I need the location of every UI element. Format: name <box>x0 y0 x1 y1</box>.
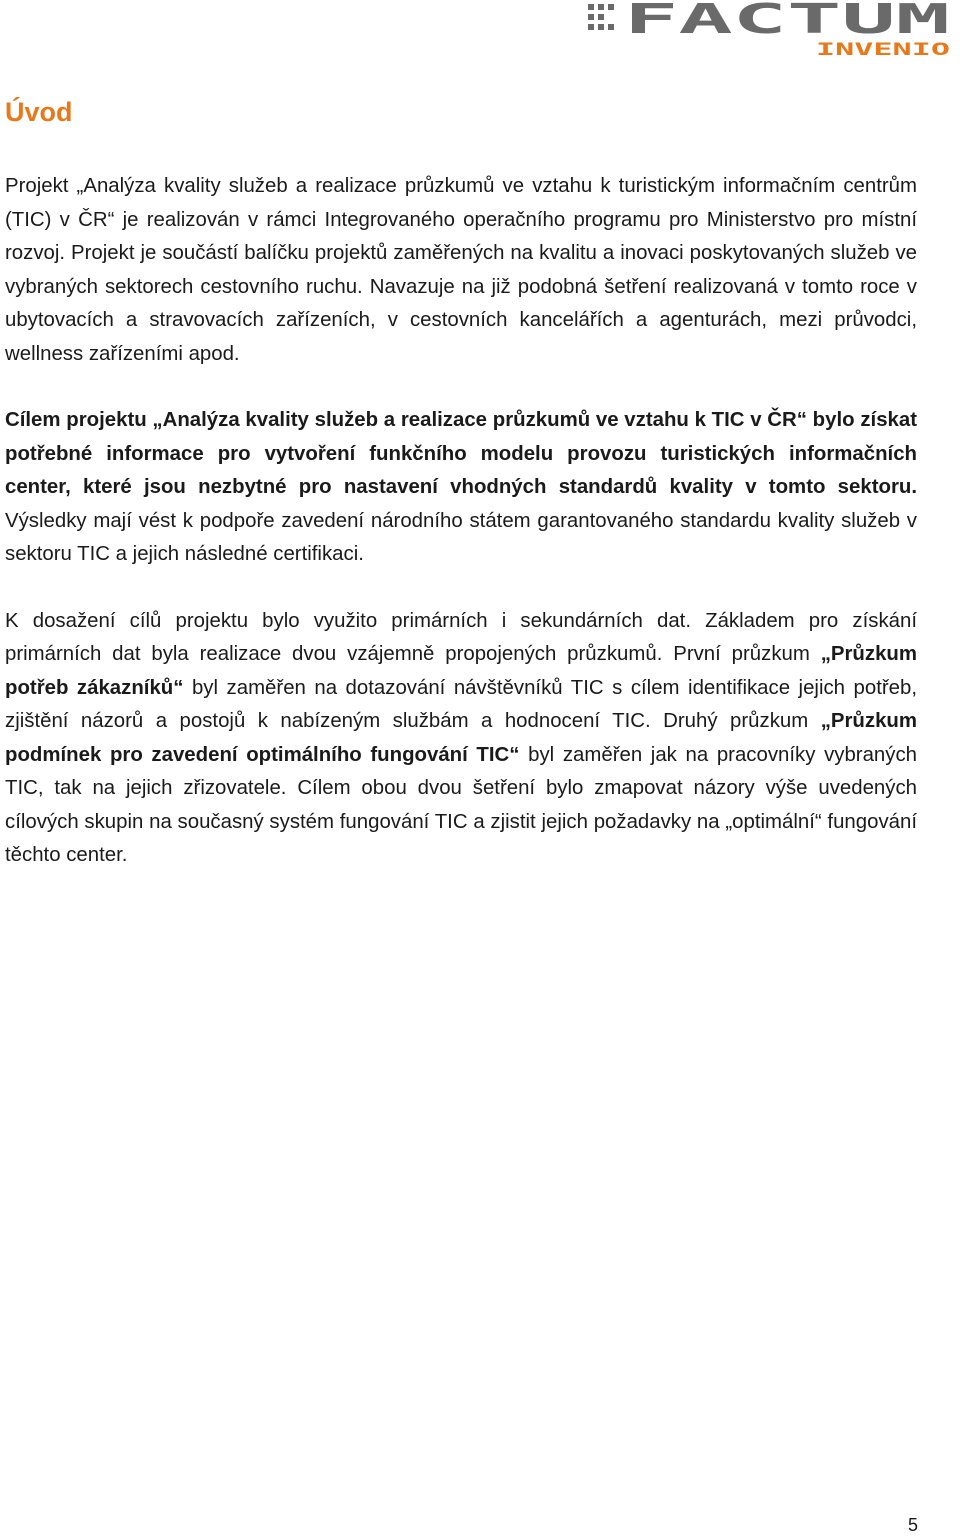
method-text-1: K dosažení cílů projektu bylo využito primárních i sekundárních dat. Základem pro získání primárních dat byla realizace dvou vzájemně propojených průzkumů. První průzkum <box>5 609 917 665</box>
method-text-2: byl zaměřen na dotazování návštěvníků TIC s cílem identifikace jejich potřeb, zjištění názorů a postojů k nabízeným službám a hodnocení TIC. Druhý průzkum <box>5 676 918 732</box>
goal-outcome: Výsledky mají vést k podpoře zavedení národního státem garantovaného standardu kvality služeb v sektoru TIC a jejich následné certifikaci. <box>5 509 917 565</box>
logo-text: FACTUM <box>624 0 950 43</box>
factum-logo-graphic <box>588 0 954 60</box>
page-number: 5 <box>907 1515 918 1535</box>
intro-paragraph: Projekt „Analýza kvality služeb a realizace průzkumů ve vztahu k turistickým informačním centrům (TIC) v ČR“ je realizován v rámci Integrovaného operačního programu pro Ministerstvo pro místní rozvoj. Projekt je součástí balíčku projektů zaměřených na kvalitu a inovaci poskytovaných služeb ve vybraných sektorech cestovního ruchu. Navazuje na již podobná šetření realizovaná v tomto roce v ubytovacích a stravovacích zařízeních, v cestovních kancelářích a agenturách, mezi průvodci, wellness zařízeními apod. <box>5 175 917 365</box>
document-body <box>5 170 917 906</box>
method-text-3: byl zaměřen jak na pracovníky vybraných TIC, tak na jejich zřizovatele. Cílem obou dvou šetření bylo zmapovat názory výše uvedených cílových skupin na současný systém fungování TIC a zjistit jejich požadavky na „optimální“ fungování těchto center. <box>5 743 918 866</box>
logo-dots <box>588 4 614 30</box>
factum-invenio-logo <box>588 0 954 60</box>
survey-2-title: „Průzkum podmínek pro zavedení optimálního fungování TIC“ <box>5 710 917 766</box>
survey-1-title: „Průzkum potřeb zákazníků“ <box>5 643 917 699</box>
method-paragraph <box>5 605 917 873</box>
section-heading: Úvod <box>5 97 73 127</box>
logo-subtext: INVENIO <box>816 40 950 60</box>
goal-paragraph <box>5 404 917 572</box>
goal-statement: Cílem projektu „Analýza kvality služeb a realizace průzkumů ve vztahu k TIC v ČR“ bylo získat potřebné informace pro vytvoření funkčního modelu provozu turistických informačních center, které jsou nezbytné pro nastavení vhodných standardů kvality v tomto sektoru. <box>5 409 917 498</box>
